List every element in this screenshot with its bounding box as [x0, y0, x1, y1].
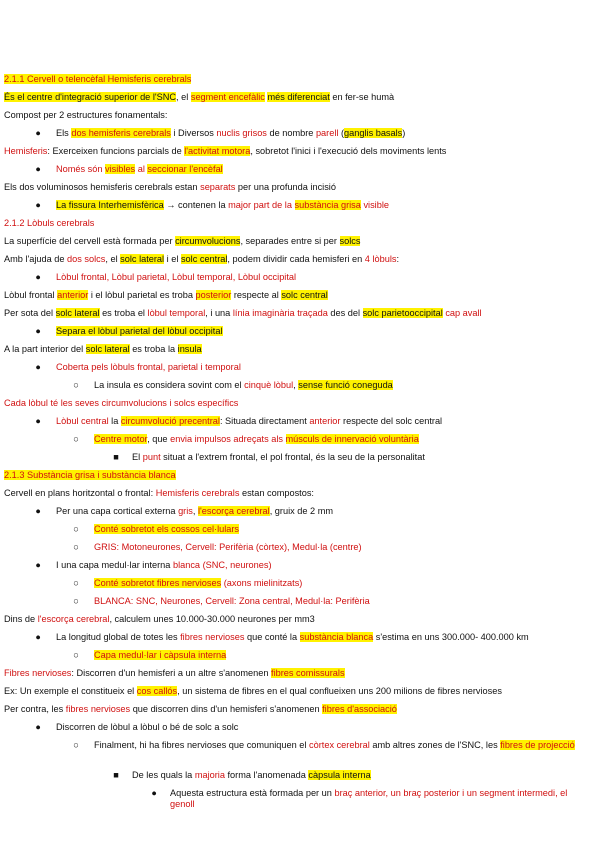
- text-run: solc lateral: [85, 344, 130, 354]
- text-run: Capa medul·lar i càpsula interna: [94, 650, 227, 660]
- text-run: amb altres zones de l'SNC, les: [369, 740, 501, 750]
- text-line: [35, 722, 596, 733]
- bullet-icon: ○: [73, 596, 79, 606]
- text-run: posterior: [195, 290, 232, 300]
- text-run: Amb l'ajuda de: [4, 254, 68, 264]
- text-line: [73, 740, 588, 751]
- bullet-icon: ○: [73, 650, 79, 660]
- text-run: Finalment, hi ha fibres nervioses que comuniquen el: [94, 740, 310, 750]
- text-run: sense funció coneguda: [298, 380, 393, 390]
- text-run: majoria: [194, 770, 225, 780]
- text-run: i Diversos: [170, 128, 217, 138]
- text-run: Ex: Un exemple el constitueix el: [4, 686, 137, 696]
- text-run: solc central: [180, 254, 228, 264]
- text-run: La insula es considera sovint com el: [94, 380, 245, 390]
- text-line: [4, 488, 596, 499]
- text-run: Cada lòbul té les seves circumvolucions i solcs específics: [4, 398, 239, 408]
- text-run: parell: [315, 128, 339, 138]
- text-line: [4, 398, 596, 409]
- text-line: [73, 650, 596, 661]
- text-run: punt: [142, 452, 161, 462]
- text-run: El: [132, 452, 143, 462]
- text-line: [35, 362, 596, 373]
- text-run: Lòbul central: [56, 416, 109, 426]
- text-line: [4, 74, 596, 85]
- text-line: [151, 788, 588, 810]
- text-line: [35, 326, 596, 337]
- text-run: braç anterior, un braç posterior i un segment intermedi, el genoll: [170, 788, 568, 809]
- text-run: s'estima en uns 300.000- 400.000 km: [373, 632, 529, 642]
- text-line: [73, 596, 596, 607]
- text-line: [73, 524, 596, 535]
- text-run: : Exerceixen funcions parcials de: [47, 146, 185, 156]
- text-run: (axons mielinitzats): [221, 578, 303, 588]
- bullet-icon: ●: [35, 272, 41, 282]
- text-run: Separa el lòbul parietal del lòbul occipital: [56, 326, 223, 336]
- text-run: circumvolució precentral: [120, 416, 220, 426]
- text-run: dos hemisferis cerebrals: [71, 128, 171, 138]
- text-run: més diferenciat: [267, 92, 330, 102]
- text-run: solc lateral: [120, 254, 165, 264]
- text-line: [4, 290, 596, 301]
- text-run: Discorren de lòbul a lòbul o bé de solc a solc: [56, 722, 239, 732]
- text-line: [4, 110, 596, 121]
- bullet-icon: ○: [73, 740, 79, 750]
- text-run: Conté sobretot fibres nervioses: [94, 578, 222, 588]
- text-run: solcs: [339, 236, 361, 246]
- bullet-icon: ●: [151, 788, 157, 798]
- text-run: Dins de: [4, 614, 38, 624]
- text-run: músculs de innervació voluntària: [285, 434, 419, 444]
- text-run: per una profunda incisió: [235, 182, 336, 192]
- text-run: substància grisa: [294, 200, 361, 210]
- text-line: [73, 380, 596, 391]
- text-run: fibres nervioses: [65, 704, 131, 714]
- text-run: que discorren dins d'un hemisferi s'anomenen: [130, 704, 323, 714]
- text-run: De les quals la: [132, 770, 195, 780]
- text-line: [4, 344, 596, 355]
- text-run: La fissura Interhemisfèrica: [56, 200, 164, 210]
- text-run: visibles: [105, 164, 136, 174]
- text-line: [35, 164, 596, 175]
- text-run: Hemisferis: [4, 146, 48, 156]
- text-run: es troba el: [99, 308, 148, 318]
- text-run: que conté la: [244, 632, 300, 642]
- bullet-icon: ○: [73, 380, 79, 390]
- text-run: Coberta pels lòbuls frontal, parietal i temporal: [56, 362, 241, 372]
- text-run: i el: [164, 254, 181, 264]
- text-run: , el: [176, 92, 191, 102]
- text-line: [4, 236, 596, 247]
- text-run: ,: [192, 506, 198, 516]
- text-run: Conté sobretot els cossos cel·lulars: [94, 524, 240, 534]
- text-line: [113, 452, 596, 463]
- text-run: , el: [105, 254, 121, 264]
- text-run: lòbul temporal: [147, 308, 206, 318]
- bullet-icon: ●: [35, 326, 41, 336]
- text-run: BLANCA: SNC, Neurones, Cervell: Zona central, Medul·la: Perifèria: [94, 596, 370, 606]
- text-run: Compost per 2 estructures fonamentals:: [4, 110, 168, 120]
- text-run: I una capa medul·lar interna: [56, 560, 173, 570]
- text-run: La longitud global de totes les: [56, 632, 181, 642]
- text-run: estan compostos:: [239, 488, 314, 498]
- text-run: circumvolucions: [175, 236, 241, 246]
- text-run: cap avall: [442, 308, 482, 318]
- text-run: situat a l'extrem frontal, el pol frontal, és la seu de la personalitat: [160, 452, 425, 462]
- text-run: , podem dividir cada hemisferi en: [227, 254, 365, 264]
- text-run: Per una capa cortical externa: [56, 506, 179, 516]
- text-run: visible: [360, 200, 389, 210]
- text-run: l'escorça cerebral: [197, 506, 270, 516]
- text-run: La superfície del cervell està formada per: [4, 236, 176, 246]
- text-run: solc central: [281, 290, 328, 300]
- text-run: dos solcs: [67, 254, 106, 264]
- text-run: fibres de projecció: [500, 740, 575, 750]
- text-run: en fer-se humà: [329, 92, 395, 102]
- text-line: [4, 614, 596, 625]
- text-run: : Discorren d'un hemisferi a un altre s'anomenen: [71, 668, 272, 678]
- text-run: , calculem unes 10.000-30.000 neurones per mm3: [109, 614, 315, 624]
- bullet-icon: ●: [35, 200, 41, 210]
- text-run: GRIS: Motoneurones, Cervell: Perifèria (còrtex), Medul·la (centre): [94, 542, 362, 552]
- text-run: l'escorça cerebral: [37, 614, 110, 624]
- text-line: [4, 470, 596, 481]
- text-run: :: [396, 254, 400, 264]
- text-line: [35, 128, 596, 139]
- text-line: [35, 272, 596, 283]
- text-line: [4, 254, 596, 265]
- text-line: [4, 686, 596, 697]
- text-line: [35, 200, 596, 211]
- text-run: forma l'anomenada: [224, 770, 309, 780]
- bullet-icon: ○: [73, 578, 79, 588]
- bullet-icon: ●: [35, 632, 41, 642]
- text-run: 2.1.1 Cervell o telencèfal Hemisferis cerebrals: [4, 74, 192, 84]
- text-run: Hemisferis cerebrals: [155, 488, 240, 498]
- text-line: [4, 668, 596, 679]
- text-line: [4, 92, 596, 103]
- text-run: Fibres nervioses: [4, 668, 72, 678]
- text-run: i el lòbul parietal es troba: [88, 290, 196, 300]
- text-run: respecte al: [231, 290, 282, 300]
- bullet-icon: ●: [35, 164, 41, 174]
- text-run: substància blanca: [299, 632, 374, 642]
- bullet-icon: ○: [73, 524, 79, 534]
- text-line: [73, 434, 596, 445]
- text-line: [4, 308, 596, 319]
- text-line: [113, 770, 596, 781]
- text-line: [4, 704, 596, 715]
- bullet-icon: ●: [35, 362, 41, 372]
- text-run: solc lateral: [55, 308, 100, 318]
- text-run: És el centre d'integració superior de l'SNC: [4, 92, 177, 102]
- text-run: Per contra, les: [4, 704, 66, 714]
- text-line: [73, 578, 596, 589]
- text-line: [35, 632, 596, 643]
- bullet-icon: ●: [35, 560, 41, 570]
- text-run: , gruix de 2 mm: [269, 506, 334, 516]
- bullet-icon: ●: [35, 722, 41, 732]
- text-run: solc parietooccipital: [362, 308, 443, 318]
- text-run: còrtex cerebral: [309, 740, 370, 750]
- text-line: [73, 542, 596, 553]
- text-run: separats: [200, 182, 236, 192]
- text-run: fibres comissurals: [271, 668, 345, 678]
- text-run: ): [402, 128, 406, 138]
- text-run: l'activitat motora: [184, 146, 251, 156]
- text-run: , que: [147, 434, 171, 444]
- text-line: [35, 506, 596, 517]
- text-run: 4 lòbuls: [364, 254, 397, 264]
- bullet-icon: ■: [113, 452, 119, 462]
- text-line: [4, 182, 596, 193]
- text-run: de nombre: [266, 128, 316, 138]
- text-run: cinquè lòbul: [244, 380, 294, 390]
- text-line: [4, 146, 596, 157]
- text-run: gris: [178, 506, 193, 516]
- bullet-icon: ○: [73, 434, 79, 444]
- text-run: Aquesta estructura està formada per un: [170, 788, 335, 798]
- text-run: , sobretot l'inici i l'execució dels moviments lents: [250, 146, 447, 156]
- text-run: envia impulsos adreçats als: [170, 434, 286, 444]
- text-run: major part de la: [228, 200, 295, 210]
- text-run: 2.1.3 Substància grisa i substància blanca: [4, 470, 176, 480]
- text-run: ,: [293, 380, 299, 390]
- text-run: la: [108, 416, 121, 426]
- text-run: 2.1.2 Lòbuls cerebrals: [4, 218, 95, 228]
- text-run: ganglis basals: [344, 128, 403, 138]
- text-run: Els dos voluminosos hemisferis cerebrals estan: [4, 182, 201, 192]
- bullet-icon: ●: [35, 416, 41, 426]
- text-run: , un sistema de fibres en el qual conflueixen uns 200 milions de fibres nervioses: [177, 686, 502, 696]
- text-run: anterior: [57, 290, 89, 300]
- text-run: des del: [327, 308, 363, 318]
- text-line: [4, 218, 596, 229]
- text-line: [35, 416, 596, 427]
- text-run: Lòbul frontal, Lòbul parietal, Lòbul temporal, Lòbul occipital: [56, 272, 297, 282]
- bullet-icon: ●: [35, 506, 41, 516]
- bullet-icon: ○: [73, 542, 79, 552]
- text-run: insula: [177, 344, 202, 354]
- text-run: blanca (SNC, neurones): [172, 560, 272, 570]
- text-line: [35, 560, 596, 571]
- text-run: Els: [56, 128, 72, 138]
- bullet-icon: ■: [113, 770, 119, 780]
- text-run: càpsula interna: [308, 770, 371, 780]
- text-run: Centre motor: [94, 434, 148, 444]
- bullet-icon: ●: [35, 128, 41, 138]
- text-run: : Situada directament: [219, 416, 310, 426]
- text-run: Només són: [56, 164, 106, 174]
- text-run: fibres nervioses: [180, 632, 245, 642]
- text-run: respecte del solc central: [340, 416, 443, 426]
- text-run: Per sota del: [4, 308, 56, 318]
- text-run: al: [135, 164, 148, 174]
- text-run: línia imaginària traçada: [232, 308, 328, 318]
- text-run: es troba la: [129, 344, 178, 354]
- text-run: A la part interior del: [4, 344, 86, 354]
- text-run: Lòbul frontal: [4, 290, 58, 300]
- text-run: seccionar l'encèfal: [147, 164, 223, 174]
- text-run: , i una: [205, 308, 233, 318]
- text-run: Cervell en plans horitzontal o frontal:: [4, 488, 156, 498]
- text-run: cos callós: [136, 686, 178, 696]
- text-run: (: [338, 128, 345, 138]
- text-run: nuclis grisos: [216, 128, 267, 138]
- text-run: anterior: [309, 416, 341, 426]
- text-run: , separades entre si per: [240, 236, 340, 246]
- text-run: → contenen la: [163, 200, 229, 210]
- text-run: fibres d'associació: [322, 704, 397, 714]
- text-run: segment encefàlic: [190, 92, 265, 102]
